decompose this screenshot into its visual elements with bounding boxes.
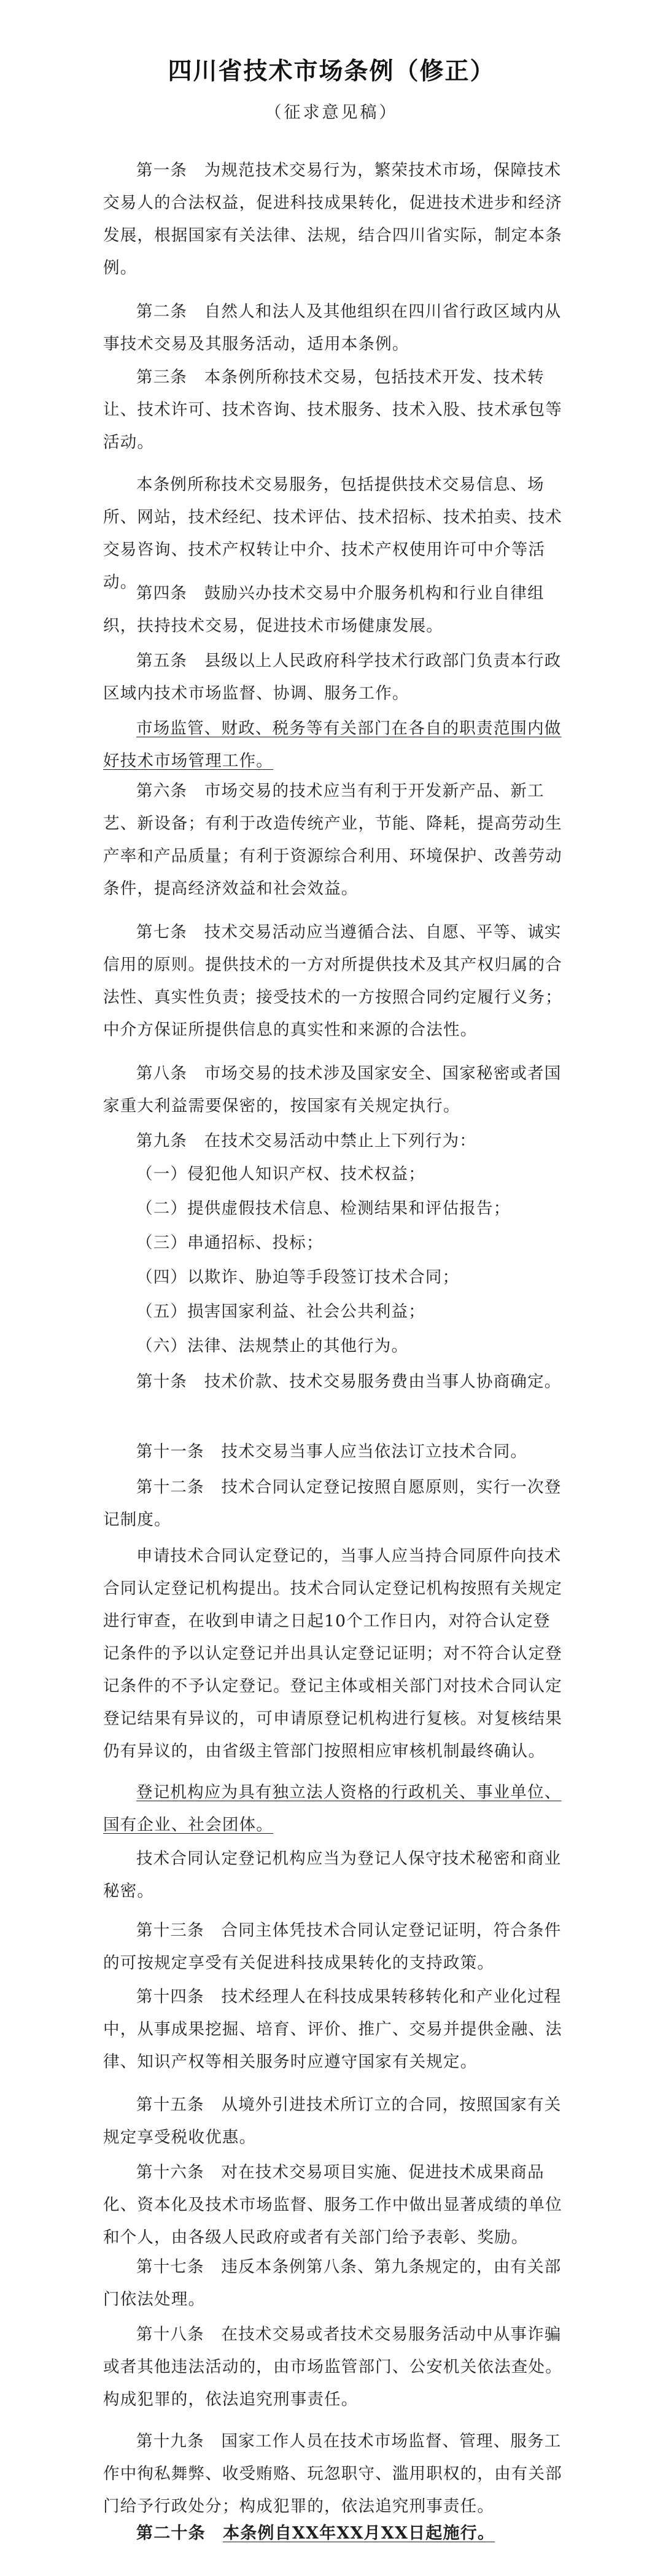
article-9: 第九条 在技术交易活动中禁止上下列行为： [136, 1131, 476, 1150]
article-13: 第十三条 合同主体凭技术合同认定登记证明，符合条件的可按规定享受有关促进科技成果转化的支持政策。 [103, 1921, 562, 1973]
article-9-item-2: （二）提供虚假技术信息、检测结果和评估报告； [136, 1199, 511, 1218]
article-6: 第六条 市场交易的技术应当有利于开发新产品、新工艺、新设备；有利于改造传统产业，节能、降耗，提高劳动生产率和产品质量；有利于资源综合利用、环境保护、改善劳动条件，提高经济效益和社会效益。 [103, 782, 562, 898]
article-9-item-6: （六）法律、法规禁止的其他行为。 [136, 1336, 409, 1356]
article-20 [103, 2517, 565, 2550]
article-8: 第八条 市场交易的技术涉及国家安全、国家秘密或者国家重大利益需要保密的，按国家有关规定执行。 [103, 1064, 562, 1115]
article-18: 第十八条 在技术交易或者技术交易服务活动中从事诈骗或者其他违法活动的，由市场监管部门、公安机关依法查处。构成犯罪的，依法追究刑事责任。 [103, 2325, 562, 2409]
article-3: 第三条 本条例所称技术交易，包括技术开发、技术转让、技术许可、技术咨询、技术服务、技术入股、技术承包等活动。 [103, 368, 562, 452]
article-9-item-5: （五）损害国家利益、社会公共利益； [136, 1302, 425, 1321]
article-9-item-3: （三）串通招标、投标； [136, 1233, 324, 1252]
article-2: 第二条 自然人和法人及其他组织在四川省行政区域内从事技术交易及其服务活动，适用本条例。 [103, 302, 562, 354]
article-15: 第十五条 从境外引进技术所订立的合同，按照国家有关规定享受税收优惠。 [103, 2095, 562, 2147]
article-4: 第四条 鼓励兴办技术交易中介服务机构和行业自律组织，扶持技术交易，促进技术市场健康发展。 [103, 584, 545, 635]
article-5: 第五条 县级以上人民政府科学技术行政部门负责本行政区域内技术市场监督、协调、服务工作。 [103, 651, 562, 703]
article-16: 第十六条 对在技术交易项目实施、促进技术成果商品化、资本化及技术市场监督、服务工作中做出显著成绩的单位和个人，由各级人民政府或者有关部门给予表彰、奖励。 [103, 2163, 562, 2247]
article-9-item-4: （四）以欺诈、胁迫等手段签订技术合同； [136, 1268, 460, 1287]
article-14: 第十四条 技术经理人在科技成果转移转化和产业化过程中，从事成果挖掘、培育、评价、推广、交易并提供金融、法律、知识产权等相关服务时应遵守国家有关规定。 [103, 1987, 562, 2071]
article-7: 第七条 技术交易活动应当遵循合法、自愿、平等、诚实信用的原则。提供技术的一方对所提供技术及其产权归属的合法性、真实性负责；接受技术的一方按照合同约定履行义务；中介方保证所提供信息的真实性和来源的合法性。 [103, 923, 562, 1039]
article-1: 第一条 为规范技术交易行为，繁荣技术市场，保障技术交易人的合法权益，促进科技成果转化，促进技术进步和经济发展，根据国家有关法律、法规，结合四川省实际，制定本条例。 [103, 161, 562, 277]
article-3-para-2: 本条例所称技术交易服务，包括提供技术交易信息、场所、网站，技术经纪、技术评估、技术招标、技术拍卖、技术交易咨询、技术产权转让中介、技术产权使用许可中介等活动。 [103, 475, 562, 592]
article-10: 第十条 技术价款、技术交易服务费由当事人协商确定。 [136, 1372, 562, 1391]
article-12-para-4: 技术合同认定登记机构应当为登记人保守技术秘密和商业秘密。 [103, 1849, 562, 1901]
article-20-text: 本条例自XX年XX月XX日起施行。 [223, 2524, 495, 2543]
article-9-item-1: （一）侵犯他人知识产权、技术权益； [136, 1165, 425, 1184]
article-12: 第十二条 技术合同认定登记按照自愿原则，实行一次登记制度。 [103, 1478, 562, 1529]
article-17: 第十七条 违反本条例第八条、第九条规定的，由有关部门依法处理。 [103, 2257, 562, 2309]
article-20-label: 第二十条 [136, 2524, 206, 2543]
document-subtitle: （征求意见稿） [265, 103, 398, 122]
document-title: 四川省技术市场条例（修正） [168, 58, 495, 85]
article-11: 第十一条 技术交易当事人应当依法订立技术合同。 [136, 1442, 528, 1461]
article-19: 第十九条 国家工作人员在技术市场监督、管理、服务工作中徇私舞弊、收受贿赂、玩忽职守、滥用职权的，由有关部门给予行政处分；构成犯罪的，依法追究刑事责任。 [103, 2432, 562, 2516]
article-12-para-2: 申请技术合同认定登记的，当事人应当持合同原件向技术合同认定登记机构提出。技术合同认定登记机构按照有关规定进行审查，在收到申请之日起10个工作日内，对符合认定登记条件的予以认定登记并出具认定登记证明；对不符合认定登记条件的不予认定登记。登记主体或相关部门对技术合同认定登记结果有异议的，可申请原登记机构进行复核。对复核结果仍有异议的，由省级主管部门按照相应审核机制最终确认。 [103, 1546, 562, 1761]
article-5-para-2: 市场监管、财政、税务等有关部门在各自的职责范围内做好技术市场管理工作。 [103, 719, 562, 770]
article-12-para-3: 登记机构应为具有独立法人资格的行政机关、事业单位、国有企业、社会团体。 [103, 1783, 562, 1834]
